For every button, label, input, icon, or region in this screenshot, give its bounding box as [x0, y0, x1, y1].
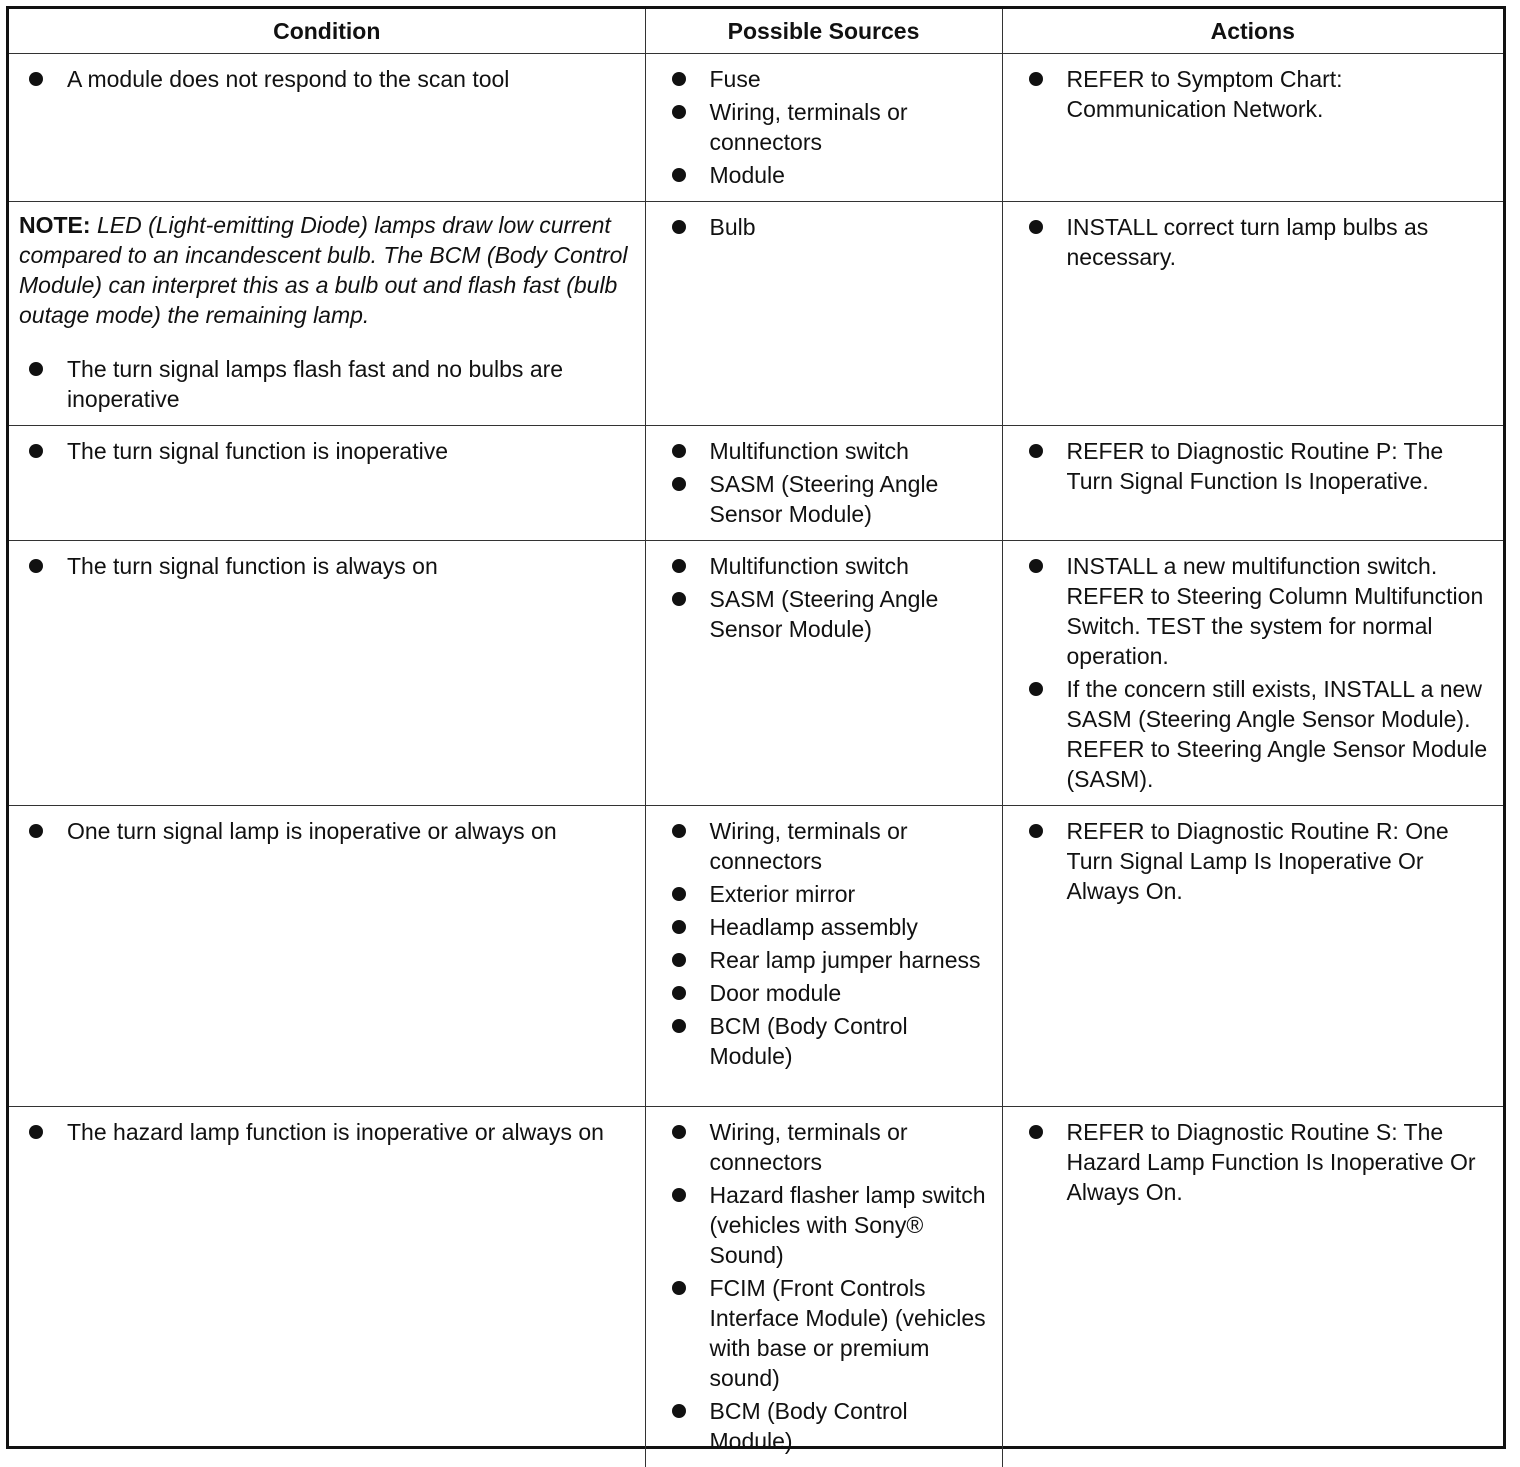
list-item — [29, 551, 631, 581]
source-text: Door module — [710, 980, 842, 1006]
list-item — [29, 436, 631, 466]
source-text: Headlamp assembly — [710, 914, 918, 940]
bullet-icon — [672, 824, 686, 838]
bullet-icon — [29, 72, 43, 86]
sources-cell — [645, 1107, 1002, 1467]
list-item — [672, 97, 988, 157]
actions-cell — [1002, 202, 1503, 426]
list-item — [29, 1117, 631, 1147]
list-item — [672, 212, 988, 242]
source-text: Multifunction switch — [710, 438, 909, 464]
actions-cell — [1002, 426, 1503, 541]
bullet-icon — [1029, 72, 1043, 86]
list-item — [672, 1180, 988, 1270]
header-condition: Condition — [9, 9, 645, 54]
header-row — [9, 9, 1503, 54]
note-block — [19, 210, 631, 330]
list-item — [29, 816, 631, 846]
table-row — [9, 202, 1503, 426]
condition-cell — [9, 202, 645, 426]
bullet-icon — [29, 1125, 43, 1139]
source-text: Multifunction switch — [710, 553, 909, 579]
condition-cell — [9, 541, 645, 806]
condition-cell — [9, 426, 645, 541]
condition-text: The turn signal function is inoperative — [67, 438, 448, 464]
list-item — [672, 160, 988, 190]
condition-text: The turn signal function is always on — [67, 553, 438, 579]
action-text: If the concern still exists, INSTALL a new SASM (Steering Angle Sensor Module). REFER to Steering Angle Sensor Module (SASM). — [1067, 676, 1488, 792]
list-item — [672, 469, 988, 529]
action-text: REFER to Diagnostic Routine R: One Turn Signal Lamp Is Inoperative Or Always On. — [1067, 818, 1449, 904]
actions-cell — [1002, 541, 1503, 806]
source-text: Wiring, terminals or connectors — [710, 1119, 908, 1175]
sources-cell — [645, 426, 1002, 541]
source-text: Bulb — [710, 214, 756, 240]
actions-cell — [1002, 806, 1503, 1107]
source-text: BCM (Body Control Module) — [710, 1398, 908, 1454]
bullet-icon — [29, 824, 43, 838]
source-text: SASM (Steering Angle Sensor Module) — [710, 586, 939, 642]
actions-cell — [1002, 54, 1503, 202]
list-item — [672, 1273, 988, 1393]
list-item — [672, 64, 988, 94]
list-item — [672, 436, 988, 466]
bullet-icon — [1029, 1125, 1043, 1139]
list-item — [672, 945, 988, 975]
bullet-icon — [672, 887, 686, 901]
note-text: LED (Light-emitting Diode) lamps draw low current compared to an incandescent bulb. The BCM (Body Control Module) can interpret this as a bulb out and flash fast (bulb outage mode) the remaining lamp. — [19, 212, 628, 328]
source-text: Rear lamp jumper harness — [710, 947, 981, 973]
table-row — [9, 541, 1503, 806]
bullet-icon — [672, 1188, 686, 1202]
bullet-icon — [672, 953, 686, 967]
list-item — [1029, 674, 1490, 794]
bullet-icon — [1029, 220, 1043, 234]
sources-cell — [645, 202, 1002, 426]
list-item — [672, 978, 988, 1008]
condition-text: The turn signal lamps flash fast and no bulbs are inoperative — [67, 356, 563, 412]
header-possible-sources: Possible Sources — [645, 9, 1002, 54]
source-text: Hazard flasher lamp switch (vehicles with Sony® Sound) — [710, 1182, 986, 1268]
condition-cell — [9, 54, 645, 202]
table-row — [9, 54, 1503, 202]
condition-cell — [9, 806, 645, 1107]
bullet-icon — [1029, 824, 1043, 838]
symptom-table — [9, 9, 1503, 1467]
bullet-icon — [672, 1281, 686, 1295]
bullet-icon — [1029, 682, 1043, 696]
bullet-icon — [672, 986, 686, 1000]
table-row — [9, 806, 1503, 1107]
bullet-icon — [29, 444, 43, 458]
bullet-icon — [672, 559, 686, 573]
list-item — [1029, 551, 1490, 671]
list-item — [1029, 212, 1490, 272]
list-item — [672, 551, 988, 581]
list-item — [1029, 436, 1490, 496]
list-item — [1029, 64, 1490, 124]
list-item — [1029, 1117, 1490, 1207]
list-item — [672, 879, 988, 909]
sources-cell — [645, 806, 1002, 1107]
condition-cell — [9, 1107, 645, 1467]
source-text: SASM (Steering Angle Sensor Module) — [710, 471, 939, 527]
bullet-icon — [672, 592, 686, 606]
bullet-icon — [29, 559, 43, 573]
table-row — [9, 1107, 1503, 1467]
source-text: Wiring, terminals or connectors — [710, 99, 908, 155]
bullet-icon — [1029, 444, 1043, 458]
bullet-icon — [672, 1125, 686, 1139]
bullet-icon — [672, 105, 686, 119]
action-text: REFER to Diagnostic Routine P: The Turn Signal Function Is Inoperative. — [1067, 438, 1444, 494]
condition-text: One turn signal lamp is inoperative or always on — [67, 818, 557, 844]
sources-cell — [645, 54, 1002, 202]
source-text: Wiring, terminals or connectors — [710, 818, 908, 874]
bullet-icon — [672, 220, 686, 234]
source-text: Module — [710, 162, 785, 188]
diagnostic-table-container — [6, 6, 1506, 1449]
list-item — [672, 912, 988, 942]
bullet-icon — [672, 1019, 686, 1033]
source-text: Fuse — [710, 66, 761, 92]
bullet-icon — [29, 362, 43, 376]
source-text: FCIM (Front Controls Interface Module) (vehicles with base or premium sound) — [710, 1275, 986, 1391]
header-actions: Actions — [1002, 9, 1503, 54]
list-item — [672, 1117, 988, 1177]
list-item — [1029, 816, 1490, 906]
bullet-icon — [1029, 559, 1043, 573]
list-item — [672, 816, 988, 876]
condition-text: The hazard lamp function is inoperative or always on — [67, 1119, 604, 1145]
bullet-icon — [672, 72, 686, 86]
source-text: BCM (Body Control Module) — [710, 1013, 908, 1069]
bullet-icon — [672, 477, 686, 491]
actions-cell — [1002, 1107, 1503, 1467]
sources-cell — [645, 541, 1002, 806]
bullet-icon — [672, 920, 686, 934]
bullet-icon — [672, 168, 686, 182]
list-item — [29, 64, 631, 94]
bullet-icon — [672, 1404, 686, 1418]
list-item — [29, 354, 631, 414]
bullet-icon — [672, 444, 686, 458]
action-text: INSTALL a new multifunction switch. REFER to Steering Column Multifunction Switch. TEST the system for normal operation. — [1067, 553, 1484, 669]
source-text: Exterior mirror — [710, 881, 856, 907]
action-text: REFER to Symptom Chart: Communication Network. — [1067, 66, 1343, 122]
action-text: REFER to Diagnostic Routine S: The Hazard Lamp Function Is Inoperative Or Always On. — [1067, 1119, 1476, 1205]
action-text: INSTALL correct turn lamp bulbs as necessary. — [1067, 214, 1429, 270]
condition-text: A module does not respond to the scan tool — [67, 66, 509, 92]
note-label: NOTE: — [19, 212, 91, 238]
table-row — [9, 426, 1503, 541]
list-item — [672, 1011, 988, 1071]
list-item — [672, 1396, 988, 1456]
list-item — [672, 584, 988, 644]
